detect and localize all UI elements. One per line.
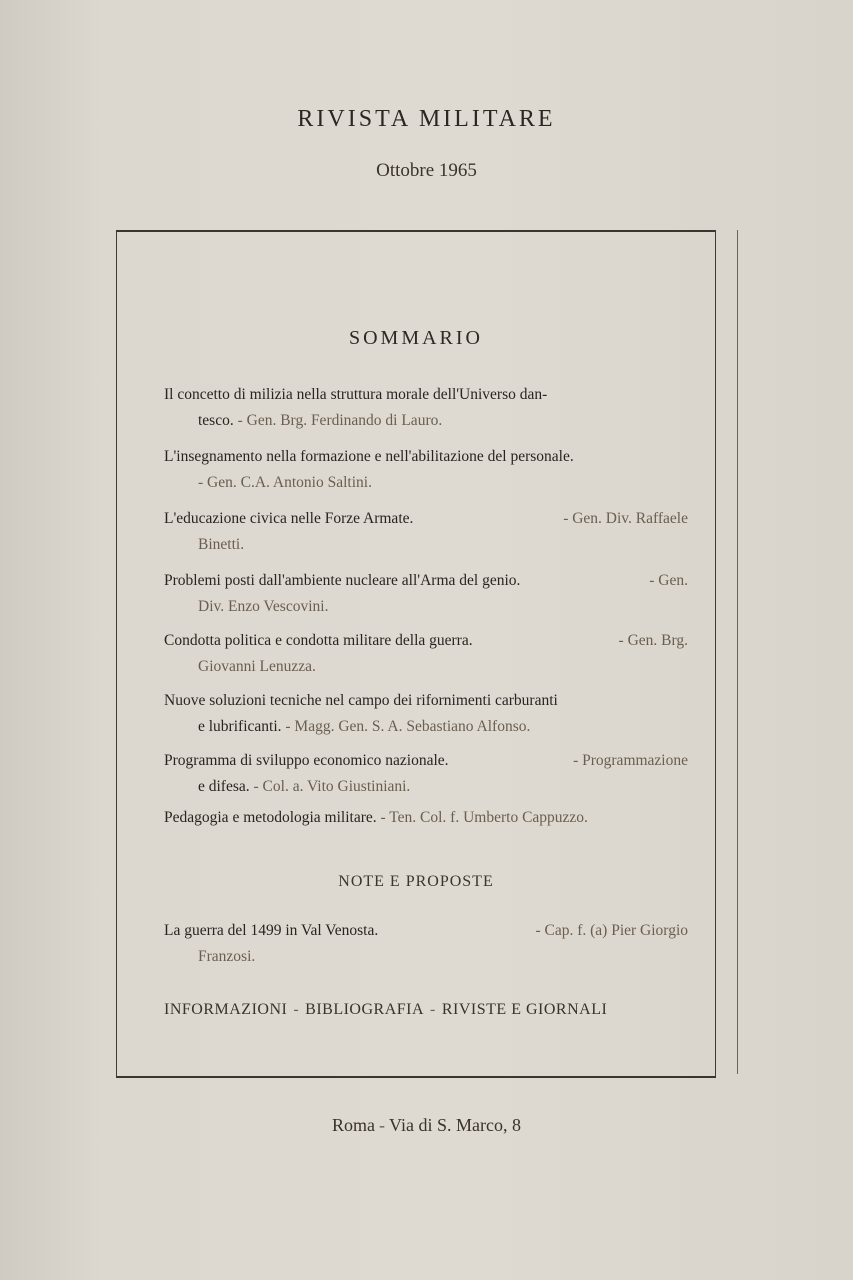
entry-author: - Cap. f. (a) Pier Giorgio	[535, 922, 688, 939]
entry-title-cont: e lubrificanti.	[198, 718, 282, 735]
toc-entry	[164, 506, 688, 558]
note-entry	[164, 918, 688, 970]
entry-author-cont: Binetti.	[198, 536, 245, 553]
entry-title: Nuove soluzioni tecniche nel campo dei rifornimenti carburanti	[164, 692, 558, 709]
entry-title: Condotta politica e condotta militare della guerra.	[164, 632, 473, 649]
footer-address: Via di S. Marco, 8	[389, 1115, 521, 1135]
section-bibliografia: BIBLIOGRAFIA	[305, 1001, 425, 1018]
entry-author: - Magg. Gen. S. A. Sebastiano Alfonso.	[285, 718, 531, 735]
entry-author: - Ten. Col. f. Umberto Cappuzzo.	[380, 809, 588, 826]
toc-entry	[164, 628, 688, 680]
entry-title: L'insegnamento nella formazione e nell'abilitazione del personale.	[164, 448, 574, 465]
entry-title: Pedagogia e metodologia militare.	[164, 809, 377, 826]
entry-continuation	[164, 774, 688, 800]
toc-entry	[164, 805, 688, 831]
entry-author: - Programmazione	[573, 752, 688, 769]
journal-title: RIVISTA MILITARE	[297, 106, 556, 132]
entry-author-cont: Div. Enzo Vescovini.	[198, 598, 329, 615]
entry-continuation	[164, 408, 688, 434]
entry-title: Problemi posti dall'ambiente nucleare all'Arma del genio.	[164, 572, 521, 589]
entry-title: L'educazione civica nelle Forze Armate.	[164, 510, 414, 527]
entry-author: - Gen. Brg. Ferdinando di Lauro.	[237, 412, 443, 429]
entry-author: - Gen. C.A. Antonio Saltini.	[198, 474, 372, 491]
entry-author-cont: - Col. a. Vito Giustiniani.	[253, 778, 411, 795]
entry-title-cont: e difesa.	[198, 778, 250, 795]
sommario-heading: SOMMARIO	[348, 327, 484, 349]
entry-author: - Gen. Div. Raffaele	[563, 510, 688, 527]
publisher-address	[0, 1115, 853, 1136]
section-informazioni: INFORMAZIONI	[164, 1001, 288, 1018]
section-riviste: RIVISTE E GIORNALI	[441, 1001, 608, 1018]
entry-author-cont: Franzosi.	[198, 948, 256, 965]
issue-date: Ottobre 1965	[376, 160, 477, 181]
entry-author-cont: Giovanni Lenuzza.	[198, 658, 316, 675]
separator: -	[293, 1001, 300, 1018]
toc-entry	[164, 748, 688, 800]
entry-title-cont: tesco.	[198, 412, 234, 429]
entry-continuation	[164, 714, 688, 740]
frame-edge-line	[737, 230, 738, 1074]
separator: -	[430, 1001, 436, 1018]
toc-entry	[164, 444, 688, 496]
entry-title: Programma di sviluppo economico nazionale.	[164, 752, 449, 769]
toc-entry	[164, 382, 688, 434]
entry-author: - Gen.	[649, 572, 688, 589]
footer-city: Roma	[332, 1115, 376, 1135]
note-proposte-heading: NOTE E PROPOSTE	[338, 873, 494, 890]
entry-author: - Gen. Brg.	[618, 632, 688, 649]
sections-line	[164, 1001, 674, 1019]
toc-entry	[164, 688, 688, 740]
footer-separator: -	[379, 1115, 386, 1135]
entry-title: Il concetto di milizia nella struttura morale dell'Universo dan-	[164, 386, 548, 403]
entry-title: La guerra del 1499 in Val Venosta.	[164, 922, 379, 939]
toc-entry	[164, 568, 688, 620]
